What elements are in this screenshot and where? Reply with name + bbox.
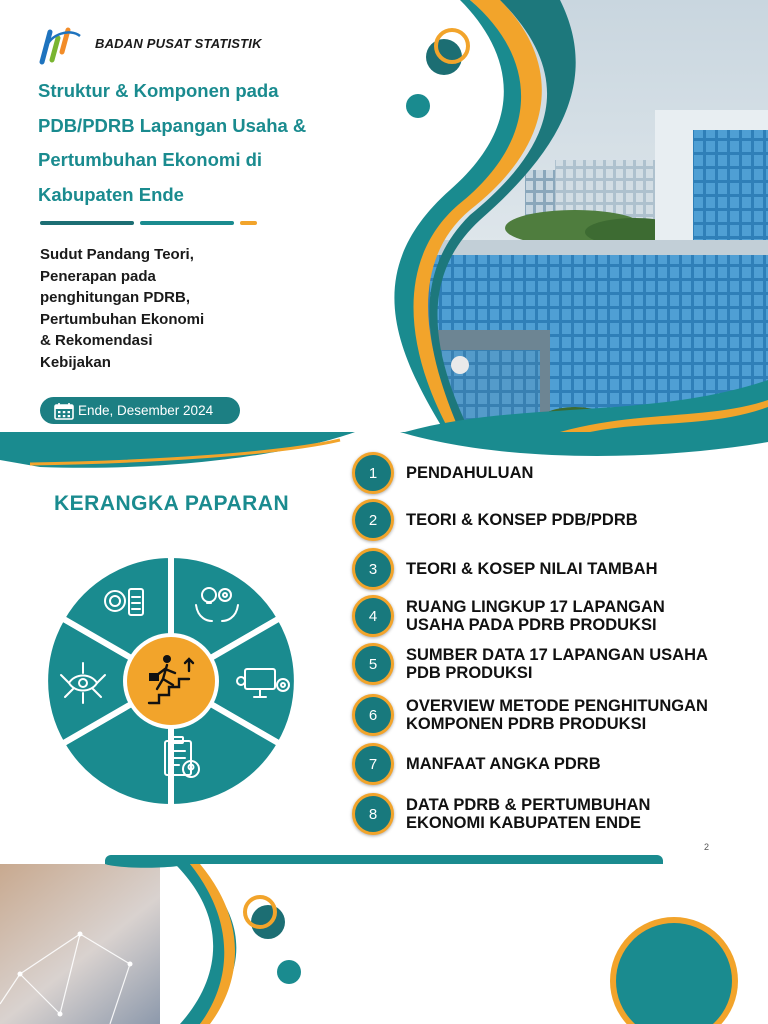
subtitle-line: penghitungan PDRB, xyxy=(40,289,190,307)
document-title xyxy=(38,74,338,212)
cover-slide xyxy=(0,0,768,432)
title-line: Pertumbuhan Ekonomi di xyxy=(38,149,263,170)
agenda-item xyxy=(352,743,756,785)
agenda-number-badge: 7 xyxy=(352,743,394,785)
agenda-item xyxy=(352,548,756,590)
agenda-item-label: RUANG LINGKUP 17 LAPANGAN USAHA PADA PDRB PRODUKSI xyxy=(406,598,665,634)
calendar-icon xyxy=(54,402,74,420)
agenda-item xyxy=(352,793,756,835)
subtitle-line: Sudut Pandang Teori, xyxy=(40,246,194,263)
date-badge xyxy=(40,397,240,424)
agenda-item-label: TEORI & KOSEP NILAI TAMBAH xyxy=(406,560,658,578)
agenda-item-label: DATA PDRB & PERTUMBUHAN EKONOMI KABUPATEN ENDE xyxy=(406,796,651,832)
bottom-bar xyxy=(105,855,663,864)
organization-name: BADAN PUSAT STATISTIK xyxy=(95,36,262,51)
agenda-number-badge: 8 xyxy=(352,793,394,835)
agenda-number-badge: 1 xyxy=(352,452,394,494)
title-line: Kabupaten Ende xyxy=(38,183,184,205)
agenda-item xyxy=(352,643,756,685)
page-number: 2 xyxy=(704,842,710,852)
agenda-item-label: TEORI & KONSEP PDB/PDRB xyxy=(406,511,638,529)
subtitle-line: Penerapan pada xyxy=(40,267,156,285)
divider-segment xyxy=(140,221,234,225)
agenda-number-badge: 3 xyxy=(352,548,394,590)
bps-logo xyxy=(36,22,86,66)
agenda-number-badge: 5 xyxy=(352,643,394,685)
agenda-number-badge: 6 xyxy=(352,694,394,736)
partial-slide xyxy=(0,864,768,1024)
wheel-center xyxy=(127,637,215,725)
partial-slide-graphics xyxy=(0,864,768,1024)
agenda-item xyxy=(352,452,756,494)
agenda-item xyxy=(352,499,756,541)
agenda-number-badge: 4 xyxy=(352,595,394,637)
agenda-item-label: OVERVIEW METODE PENGHITUNGAN KOMPONEN PDRB PRODUKSI xyxy=(406,697,708,733)
date-text: Ende, Desember 2024 xyxy=(78,403,214,418)
subtitle-line: Kebijakan xyxy=(40,353,111,371)
agenda-title: KERANGKA PAPARAN xyxy=(54,492,290,515)
agenda-item xyxy=(352,694,756,736)
document-subtitle xyxy=(40,244,260,374)
agenda-item-label: SUMBER DATA 17 LAPANGAN USAHA PDB PRODUKSI xyxy=(406,646,708,682)
subtitle-line: Pertumbuhan Ekonomi xyxy=(40,310,205,328)
agenda-item-label: MANFAAT ANGKA PDRB xyxy=(406,755,601,773)
subtitle-line: & Rekomendasi xyxy=(40,332,153,350)
divider-segment xyxy=(240,221,257,225)
agenda-item-label: PENDAHULUAN xyxy=(406,464,534,482)
agenda-wheel xyxy=(42,552,300,810)
title-line: PDB/PDRB Lapangan Usaha & xyxy=(38,114,307,136)
agenda-number-badge: 2 xyxy=(352,499,394,541)
agenda-slide xyxy=(0,432,768,864)
divider-segment xyxy=(40,221,134,225)
title-line: Struktur & Komponen pada xyxy=(38,80,279,101)
agenda-item xyxy=(352,595,756,637)
